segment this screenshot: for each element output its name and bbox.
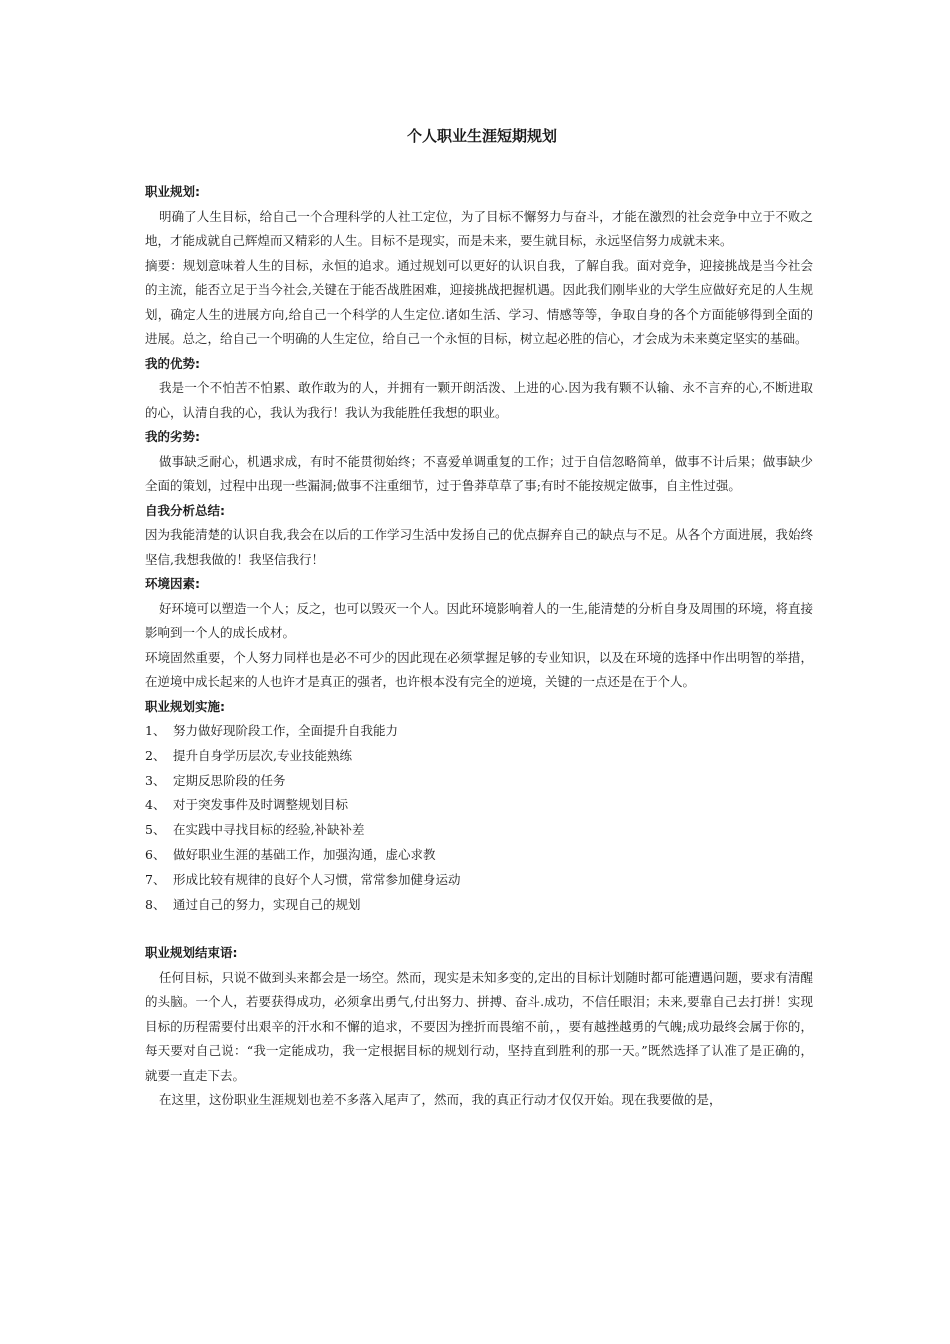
list-item-text: 定期反思阶段的任务 bbox=[173, 772, 286, 788]
list-item bbox=[145, 818, 813, 843]
paragraph-abstract: 摘要：规划意味着人生的目标，永恒的追求。通过规划可以更好的认识自我，了解自我。面对竞争，迎接挑战是当今社会的主流，能否立足于当今社会,关键在于能否战胜困难，迎接挑战把握机遇。因此我们刚毕业的大学生应做好充足的人生规划，确定人生的进展方向,给自己一个科学的人生定位.诸如生活、学习、情感等等，争取自身的各个方面能够得到全面的进展。总之，给自己一个明确的人生定位，给自己一个永恒的目标，树立起必胜的信心，才会成为未来奠定坚实的基础。 bbox=[145, 257, 813, 346]
list-item bbox=[145, 744, 813, 769]
list-item-text: 通过自己的努力，实现自己的规划 bbox=[173, 896, 361, 912]
section-heading-strengths: 我的优势: bbox=[145, 355, 200, 371]
list-item-number: 6、 bbox=[145, 846, 166, 862]
list-item-number: 7、 bbox=[145, 871, 166, 887]
list-item-number: 2、 bbox=[145, 747, 166, 763]
list-item-number: 1、 bbox=[145, 723, 166, 738]
list-item bbox=[145, 719, 813, 744]
list-item-text: 努力做好现阶段工作，全面提升自我能力 bbox=[173, 723, 399, 738]
list-item-text: 对于突发事件及时调整规划目标 bbox=[173, 797, 349, 813]
list-item-number: 4、 bbox=[145, 797, 166, 813]
list-item-text: 做好职业生涯的基础工作，加强沟通，虚心求教 bbox=[173, 846, 436, 862]
section-heading-weaknesses: 我的劣势: bbox=[145, 429, 200, 444]
list-item-number: 8、 bbox=[145, 896, 166, 912]
section-heading-implementation: 职业规划实施: bbox=[145, 698, 225, 714]
page-title: 个人职业生涯短期规划 bbox=[406, 127, 557, 145]
paragraph: 任何目标，只说不做到头来都会是一场空。然而，现实是未知多变的,定出的目标计划随时都可能遭遇问题，要求有清醒的头脑。一个人，若要获得成功，必须拿出勇气,付出努力、拼搏、奋斗.成功，不信任眼泪；未来,要靠自己去打拼！实现目标的历程需要付出艰辛的汗水和不懈的追求，不要因为挫折而畏缩不前，，要有越挫越勇的气魄;成功最终会属于你的，每天要对自己说：“我一定能成功，我一定根据目标的规划行动，坚持直到胜利的那一天。”既然选择了认准了是正确的，就要一直走下去。 bbox=[145, 969, 813, 1083]
implementation-list bbox=[145, 719, 813, 917]
paragraph: 我是一个不怕苦不怕累、敢作敢为的人，并拥有一颗开朗活泼、上进的心.因为我有颗不认输、永不言弃的心,不断进取的心，认清自我的心，我认为我行！我认为我能胜任我想的职业。 bbox=[145, 380, 813, 420]
paragraph: 在这里，这份职业生涯规划也差不多落入尾声了，然而，我的真正行动才仅仅开始。现在我要做的是， bbox=[159, 1092, 722, 1108]
list-item bbox=[145, 843, 813, 868]
list-item-text: 形成比较有规律的良好个人习惯，常常参加健身运动 bbox=[173, 871, 461, 887]
list-item-number: 5、 bbox=[145, 822, 166, 838]
section-heading-environment: 环境因素: bbox=[145, 576, 200, 591]
paragraph: 环境固然重要，个人努力同样也是必不可少的因此现在必须掌握足够的专业知识，以及在环境的选择中作出明智的举措，在逆境中成长起来的人也许才是真正的强者，也许根本没有完全的逆境，关键的一点还是在于个人。 bbox=[145, 649, 813, 689]
section-heading-self-summary: 自我分析总结: bbox=[145, 502, 225, 518]
list-item-text: 在实践中寻找目标的经验,补缺补差 bbox=[173, 822, 365, 838]
spacer bbox=[145, 917, 813, 941]
document-body bbox=[145, 125, 813, 1113]
paragraph: 好环境可以塑造一个人；反之，也可以毁灭一个人。因此环境影响着人的一生,能清楚的分析自身及周围的环境，将直接影响到一个人的成长成材。 bbox=[145, 600, 813, 640]
list-item bbox=[145, 769, 813, 794]
section-heading-career-plan: 职业规划: bbox=[145, 184, 200, 199]
list-item bbox=[145, 793, 813, 818]
section-heading-conclusion: 职业规划结束语: bbox=[145, 945, 238, 961]
paragraph: 因为我能清楚的认识自我,我会在以后的工作学习生活中发扬自己的优点摒弃自己的缺点与不足。从各个方面进展，我始终坚信,我想我做的！我坚信我行！ bbox=[145, 527, 813, 567]
list-item-number: 3、 bbox=[145, 772, 166, 788]
list-item bbox=[145, 868, 813, 893]
paragraph: 做事缺乏耐心，机遇求成，有时不能贯彻始终；不喜爱单调重复的工作；过于自信忽略简单，做事不计后果；做事缺少全面的策划，过程中出现一些漏洞;做事不注重细节，过于鲁莽草草了事;有时不能按规定做事，自主性过强。 bbox=[145, 453, 813, 493]
list-item-text: 提升自身学历层次,专业技能熟练 bbox=[173, 747, 352, 763]
list-item bbox=[145, 893, 813, 918]
paragraph: 明确了人生目标，给自己一个合理科学的人社工定位，为了目标不懈努力与奋斗，才能在激烈的社会竞争中立于不败之地，才能成就自己辉煌而又精彩的人生。目标不是现实，而是未来，要生就目标，永远坚信努力成就未来。 bbox=[145, 208, 813, 248]
